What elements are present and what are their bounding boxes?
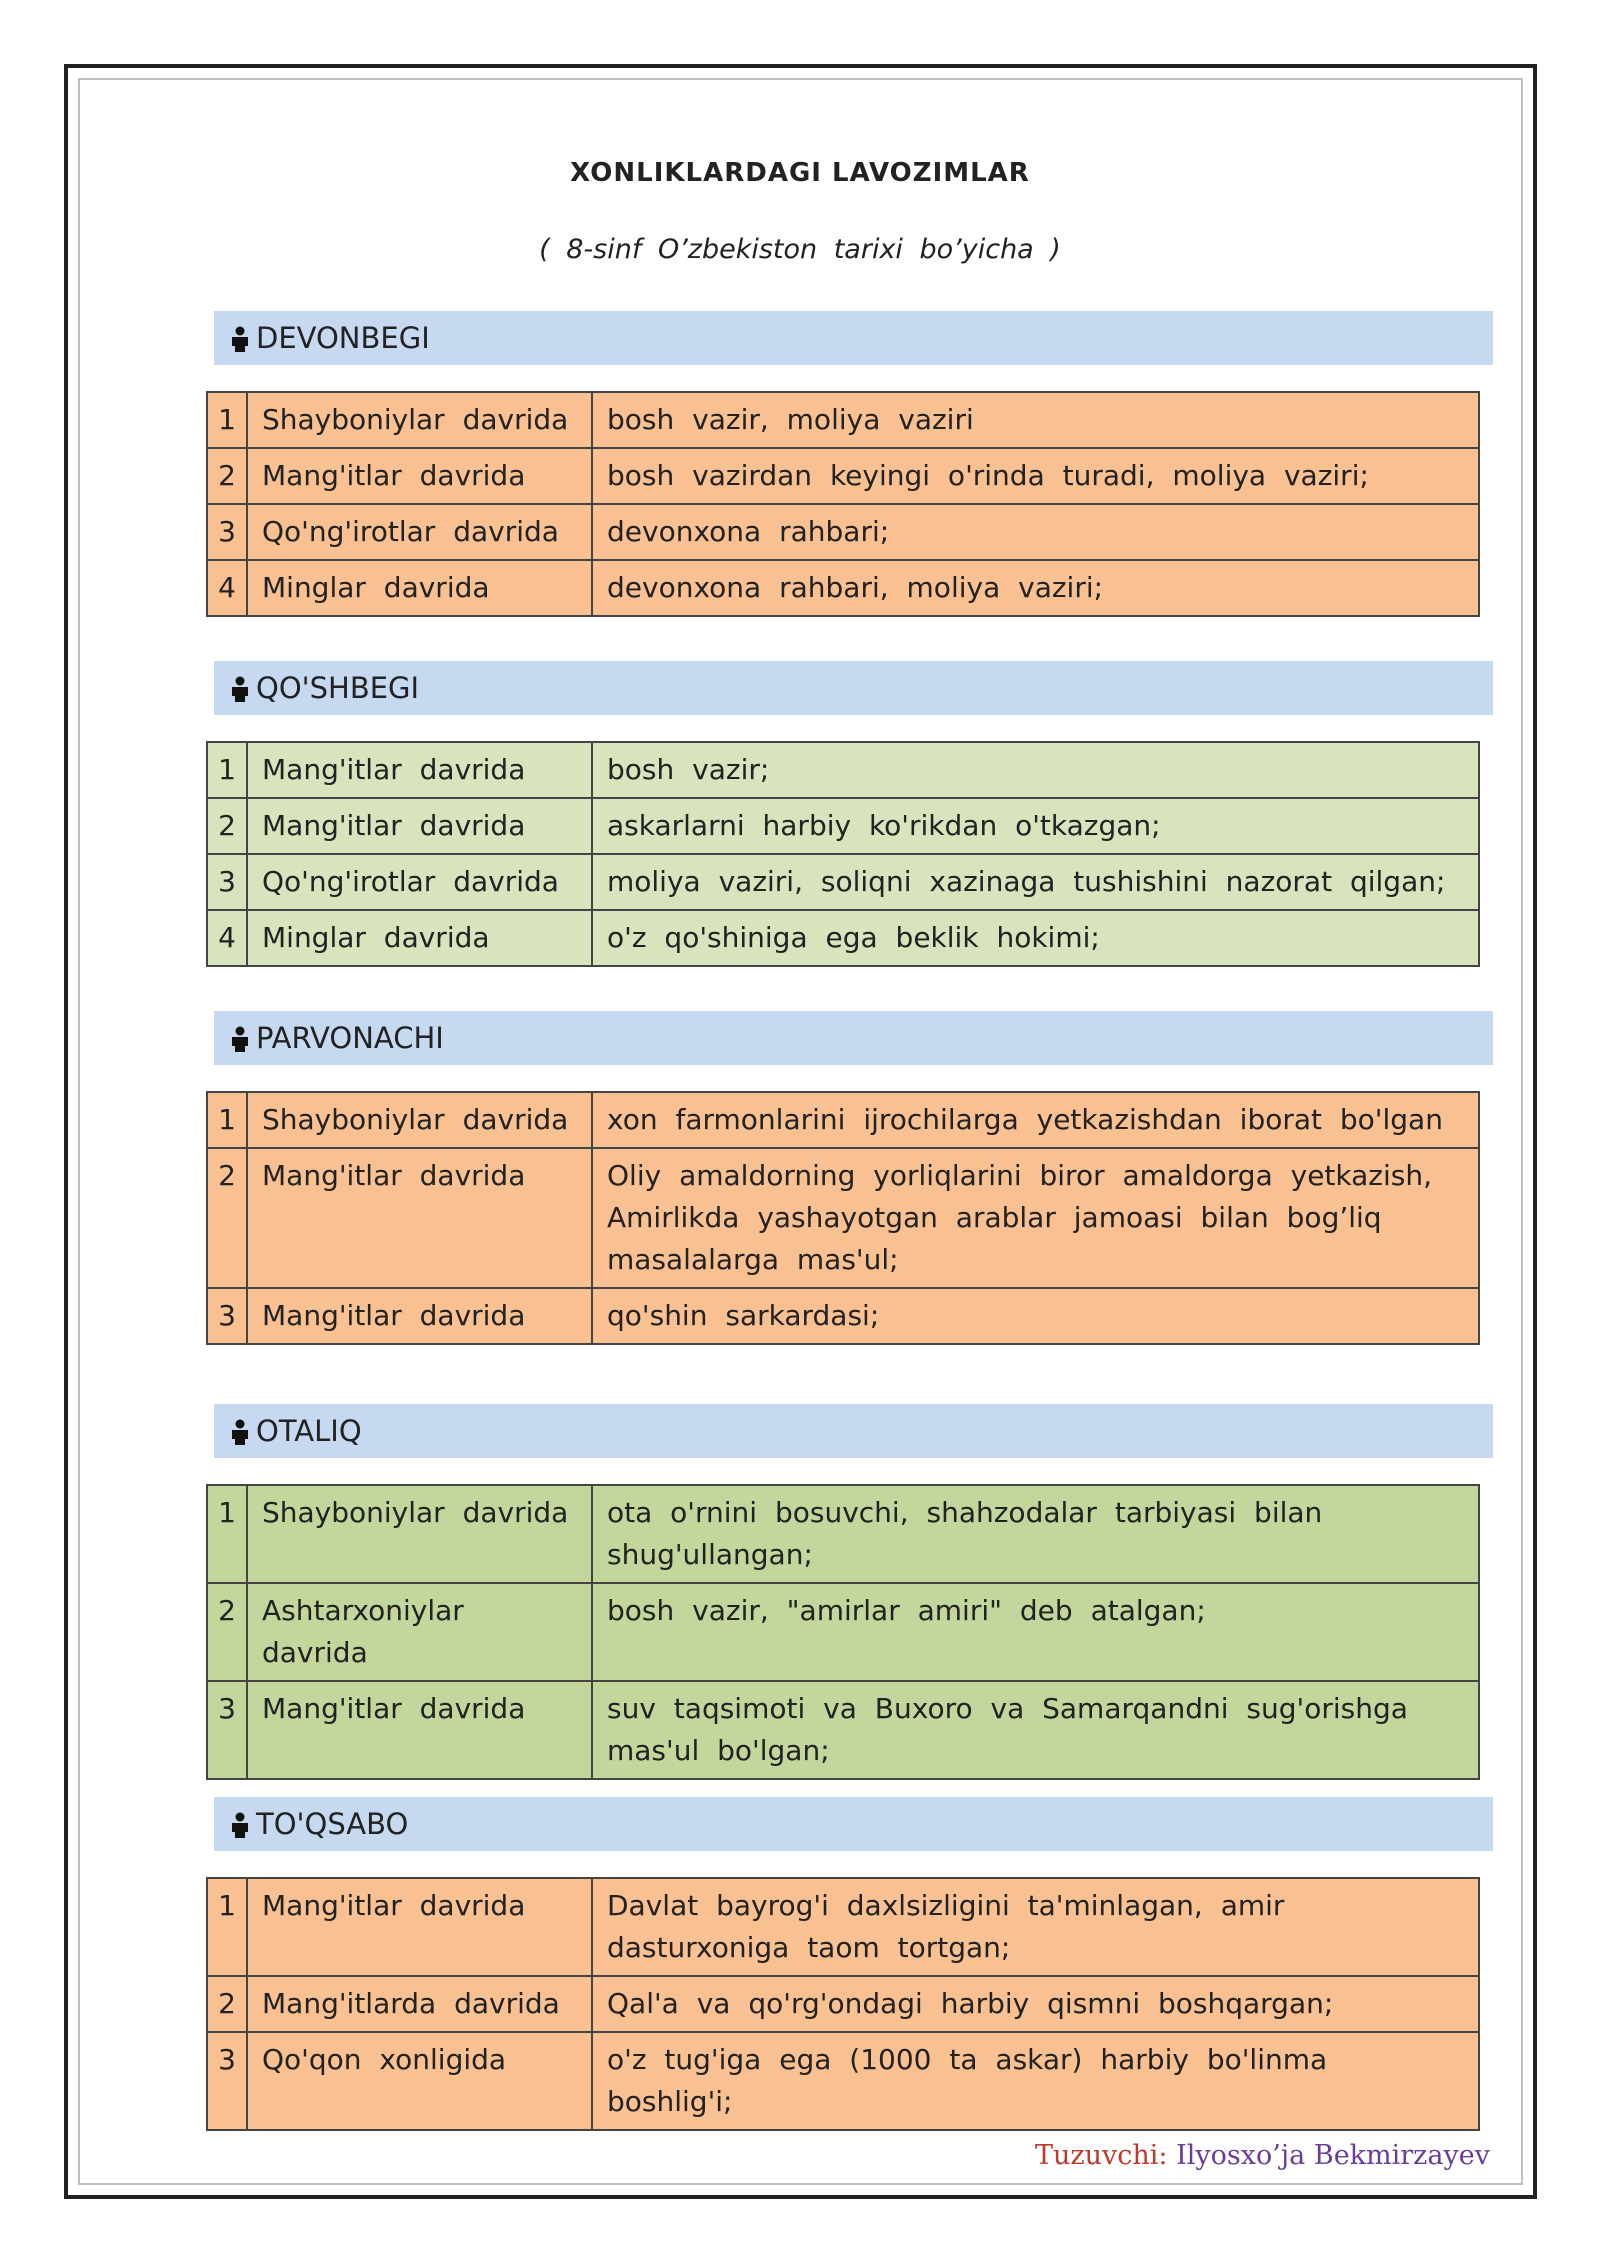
table-row: [207, 560, 1479, 616]
row-number: 1: [207, 1485, 247, 1583]
section-table: [206, 1091, 1480, 1345]
section-otaliq: [214, 1404, 1493, 1780]
table-row: [207, 854, 1479, 910]
section-toqsabo: [214, 1797, 1493, 2131]
row-era: Mang'itlar davrida: [247, 1288, 592, 1344]
row-number: 4: [207, 910, 247, 966]
row-era: Mang'itlarda davrida: [247, 1976, 592, 2032]
section-header: [214, 311, 1493, 365]
row-description: suv taqsimoti va Buxoro va Samarqandni sug'orishga mas'ul bo'lgan;: [592, 1681, 1479, 1779]
table-row: [207, 1976, 1479, 2032]
row-era: Qo'qon xonligida: [247, 2032, 592, 2130]
row-era: Mang'itlar davrida: [247, 798, 592, 854]
person-icon: [228, 1025, 252, 1051]
person-icon: [228, 325, 252, 351]
table-row: [207, 2032, 1479, 2130]
table-row: [207, 1148, 1479, 1288]
section-header: [214, 1404, 1493, 1458]
row-number: 1: [207, 742, 247, 798]
page-subtitle: ( 8-sinf O’zbekiston tarixi bo’yicha ): [539, 234, 1061, 265]
section-table: [206, 1484, 1480, 1780]
person-icon: [228, 1811, 252, 1837]
row-number: 3: [207, 2032, 247, 2130]
section-header: [214, 661, 1493, 715]
table-row: [207, 1288, 1479, 1344]
page-title: XONLIKLARDAGI LAVOZIMLAR: [570, 158, 1030, 188]
table-row: [207, 1092, 1479, 1148]
row-era: Shayboniylar davrida: [247, 1092, 592, 1148]
row-description: Qal'a va qo'rg'ondagi harbiy qismni boshqargan;: [592, 1976, 1479, 2032]
row-description: Oliy amaldorning yorliqlarini biror amaldorga yetkazish, Amirlikda yashayotgan arablar jamoasi bilan bog’liq masalalarga mas'ul;: [592, 1148, 1479, 1288]
section-table: [206, 741, 1480, 967]
row-era: Shayboniylar davrida: [247, 392, 592, 448]
table-row: [207, 910, 1479, 966]
row-description: o'z tug'iga ega (1000 ta askar) harbiy bo'linma boshlig'i;: [592, 2032, 1479, 2130]
author-label: Tuzuvchi:: [1034, 2140, 1168, 2171]
row-number: 3: [207, 1288, 247, 1344]
section-devonbegi: [214, 311, 1493, 617]
section-table: [206, 391, 1480, 617]
row-era: Minglar davrida: [247, 910, 592, 966]
row-era: Minglar davrida: [247, 560, 592, 616]
section-title: TO'QSABO: [256, 1807, 409, 1841]
section-table: [206, 1877, 1480, 2131]
row-description: moliya vaziri, soliqni xazinaga tushishini nazorat qilgan;: [592, 854, 1479, 910]
table-row: [207, 1878, 1479, 1976]
table-row: [207, 1485, 1479, 1583]
section-title: QO'SHBEGI: [256, 671, 420, 705]
row-description: bosh vazirdan keyingi o'rinda turadi, moliya vaziri;: [592, 448, 1479, 504]
row-description: bosh vazir;: [592, 742, 1479, 798]
row-number: 1: [207, 392, 247, 448]
person-icon: [228, 675, 252, 701]
row-description: ota o'rnini bosuvchi, shahzodalar tarbiyasi bilan shug'ullangan;: [592, 1485, 1479, 1583]
row-number: 2: [207, 1148, 247, 1288]
author-name: Ilyosxo’ja Bekmirzayev: [1176, 2140, 1490, 2171]
table-row: [207, 798, 1479, 854]
section-title: DEVONBEGI: [256, 321, 430, 355]
row-description: bosh vazir, moliya vaziri: [592, 392, 1479, 448]
table-row: [207, 448, 1479, 504]
row-number: 3: [207, 1681, 247, 1779]
row-era: Qo'ng'irotlar davrida: [247, 854, 592, 910]
row-description: Davlat bayrog'i daxlsizligini ta'minlagan, amir dasturxoniga taom tortgan;: [592, 1878, 1479, 1976]
row-description: xon farmonlarini ijrochilarga yetkazishdan iborat bo'lgan: [592, 1092, 1479, 1148]
row-description: askarlarni harbiy ko'rikdan o'tkazgan;: [592, 798, 1479, 854]
table-row: [207, 1583, 1479, 1681]
table-row: [207, 392, 1479, 448]
table-row: [207, 1681, 1479, 1779]
row-era: Mang'itlar davrida: [247, 448, 592, 504]
row-number: 2: [207, 798, 247, 854]
section-header: [214, 1797, 1493, 1851]
row-era: Mang'itlar davrida: [247, 1681, 592, 1779]
row-number: 1: [207, 1092, 247, 1148]
row-number: 3: [207, 854, 247, 910]
row-era: Ashtarxoniylar davrida: [247, 1583, 592, 1681]
row-number: 2: [207, 1583, 247, 1681]
row-number: 4: [207, 560, 247, 616]
section-header: [214, 1011, 1493, 1065]
section-qoshbegi: [214, 661, 1493, 967]
person-icon: [228, 1418, 252, 1444]
author-credit: [1035, 2140, 1490, 2171]
row-description: o'z qo'shiniga ega beklik hokimi;: [592, 910, 1479, 966]
row-description: devonxona rahbari, moliya vaziri;: [592, 560, 1479, 616]
row-description: bosh vazir, "amirlar amiri" deb atalgan;: [592, 1583, 1479, 1681]
row-era: Mang'itlar davrida: [247, 742, 592, 798]
section-title: OTALIQ: [256, 1414, 362, 1448]
row-description: qo'shin sarkardasi;: [592, 1288, 1479, 1344]
section-parvonachi: [214, 1011, 1493, 1345]
row-number: 3: [207, 504, 247, 560]
row-number: 2: [207, 1976, 247, 2032]
table-row: [207, 742, 1479, 798]
table-row: [207, 504, 1479, 560]
row-description: devonxona rahbari;: [592, 504, 1479, 560]
row-number: 1: [207, 1878, 247, 1976]
row-era: Mang'itlar davrida: [247, 1878, 592, 1976]
row-number: 2: [207, 448, 247, 504]
row-era: Shayboniylar davrida: [247, 1485, 592, 1583]
row-era: Mang'itlar davrida: [247, 1148, 592, 1288]
row-era: Qo'ng'irotlar davrida: [247, 504, 592, 560]
section-title: PARVONACHI: [256, 1021, 444, 1055]
